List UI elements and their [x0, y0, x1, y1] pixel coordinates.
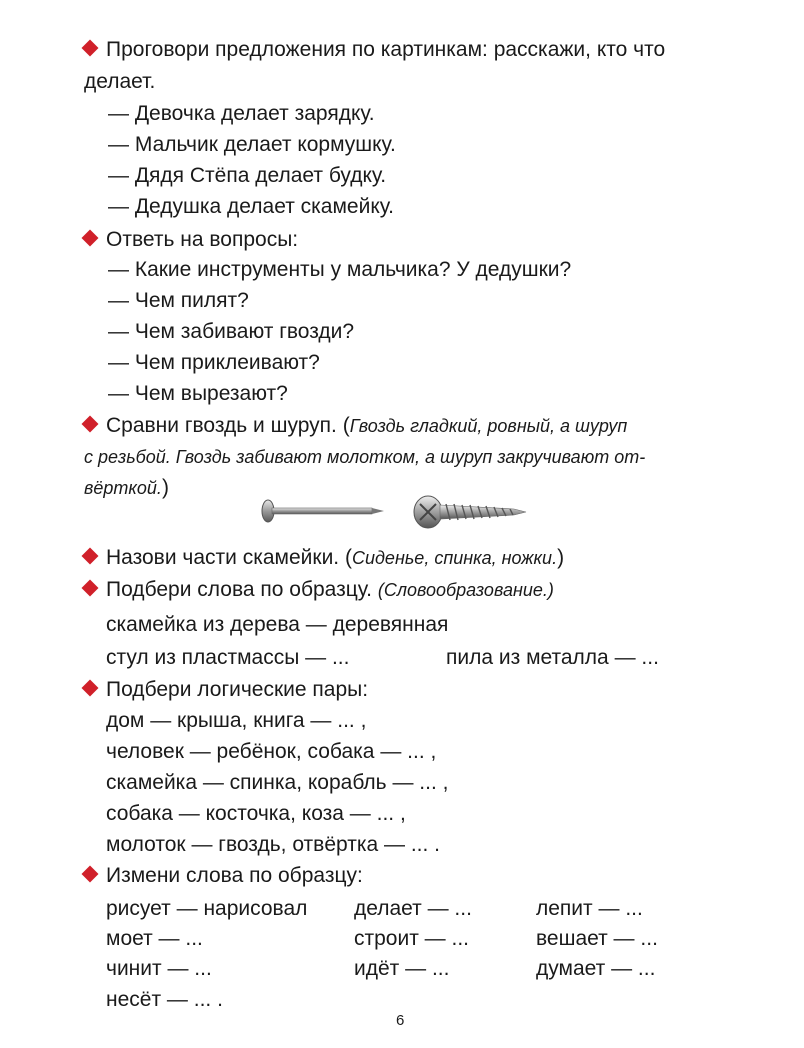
task5-heading: Подбери слова по образцу. (Словообразование.)	[84, 576, 554, 604]
task1-heading-cont: делает.	[84, 70, 156, 93]
task1-item: — Дедушка делает скамейку.	[108, 195, 394, 218]
task7-cell: лепит — ...	[536, 897, 643, 920]
diamond-bullet-icon	[82, 580, 99, 597]
task7-cell: строит — ...	[354, 927, 469, 950]
task7-cell: идёт — ...	[354, 957, 450, 980]
task7-cell: моет — ...	[106, 927, 203, 950]
diamond-bullet-icon	[82, 866, 99, 883]
task6-heading: Подбери логические пары:	[84, 676, 368, 704]
task2-item: — Чем забивают гвозди?	[108, 320, 355, 343]
task7-cell: рисует — нарисовал	[106, 897, 308, 920]
task6-item: собака — косточка, коза — ... ,	[106, 802, 406, 825]
task7-cell: чинит — ...	[106, 957, 212, 980]
task6-item: молоток — гвоздь, отвёртка — ... .	[106, 833, 441, 856]
task7-cell: вешает — ...	[536, 927, 658, 950]
task7-cell: делает — ...	[354, 897, 472, 920]
task2-item: — Чем приклеивают?	[108, 351, 320, 374]
task3-heading: Сравни гвоздь и шуруп. (Гвоздь гладкий, ровный, а шуруп	[84, 412, 627, 440]
diamond-bullet-icon	[82, 416, 99, 433]
screw-icon	[410, 492, 528, 532]
task2-heading: Ответь на вопросы:	[84, 226, 298, 254]
task1-item: — Дядя Стёпа делает будку.	[108, 164, 387, 187]
task7-cell: несёт — ... .	[106, 988, 223, 1011]
diamond-bullet-icon	[82, 230, 99, 247]
task5-example: скамейка из дерева — деревянная	[106, 613, 449, 636]
diamond-bullet-icon	[82, 548, 99, 565]
task7-cell: думает — ...	[536, 957, 656, 980]
task3-hint-line: с резьбой. Гвоздь забивают молотком, а шуруп закручивают от-	[84, 447, 646, 467]
task5-item: стул из пластмассы — ...	[106, 646, 350, 669]
task3-hint-line: вёрткой.)	[84, 476, 169, 499]
task5-item: пила из металла — ...	[446, 646, 659, 669]
task2-item: — Чем вырезают?	[108, 382, 288, 405]
task2-item: — Чем пилят?	[108, 289, 249, 312]
task1-item: — Девочка делает зарядку.	[108, 102, 375, 125]
task4-heading: Назови части скамейки. (Сиденье, спинка, ножки.)	[84, 544, 564, 572]
task6-item: скамейка — спинка, корабль — ... ,	[106, 771, 449, 794]
task7-heading: Измени слова по образцу:	[84, 862, 363, 890]
task2-item: — Какие инструменты у мальчика? У дедушки?	[108, 258, 572, 281]
nail-icon	[256, 496, 386, 526]
diamond-bullet-icon	[82, 680, 99, 697]
task6-item: дом — крыша, книга — ... ,	[106, 709, 367, 732]
task1-heading: Проговори предложения по картинкам: расскажи, кто что	[84, 36, 665, 64]
task1-item: — Мальчик делает кормушку.	[108, 133, 396, 156]
page-number: 6	[396, 1012, 405, 1029]
task6-item: человек — ребёнок, собака — ... ,	[106, 740, 437, 763]
diamond-bullet-icon	[82, 40, 99, 57]
